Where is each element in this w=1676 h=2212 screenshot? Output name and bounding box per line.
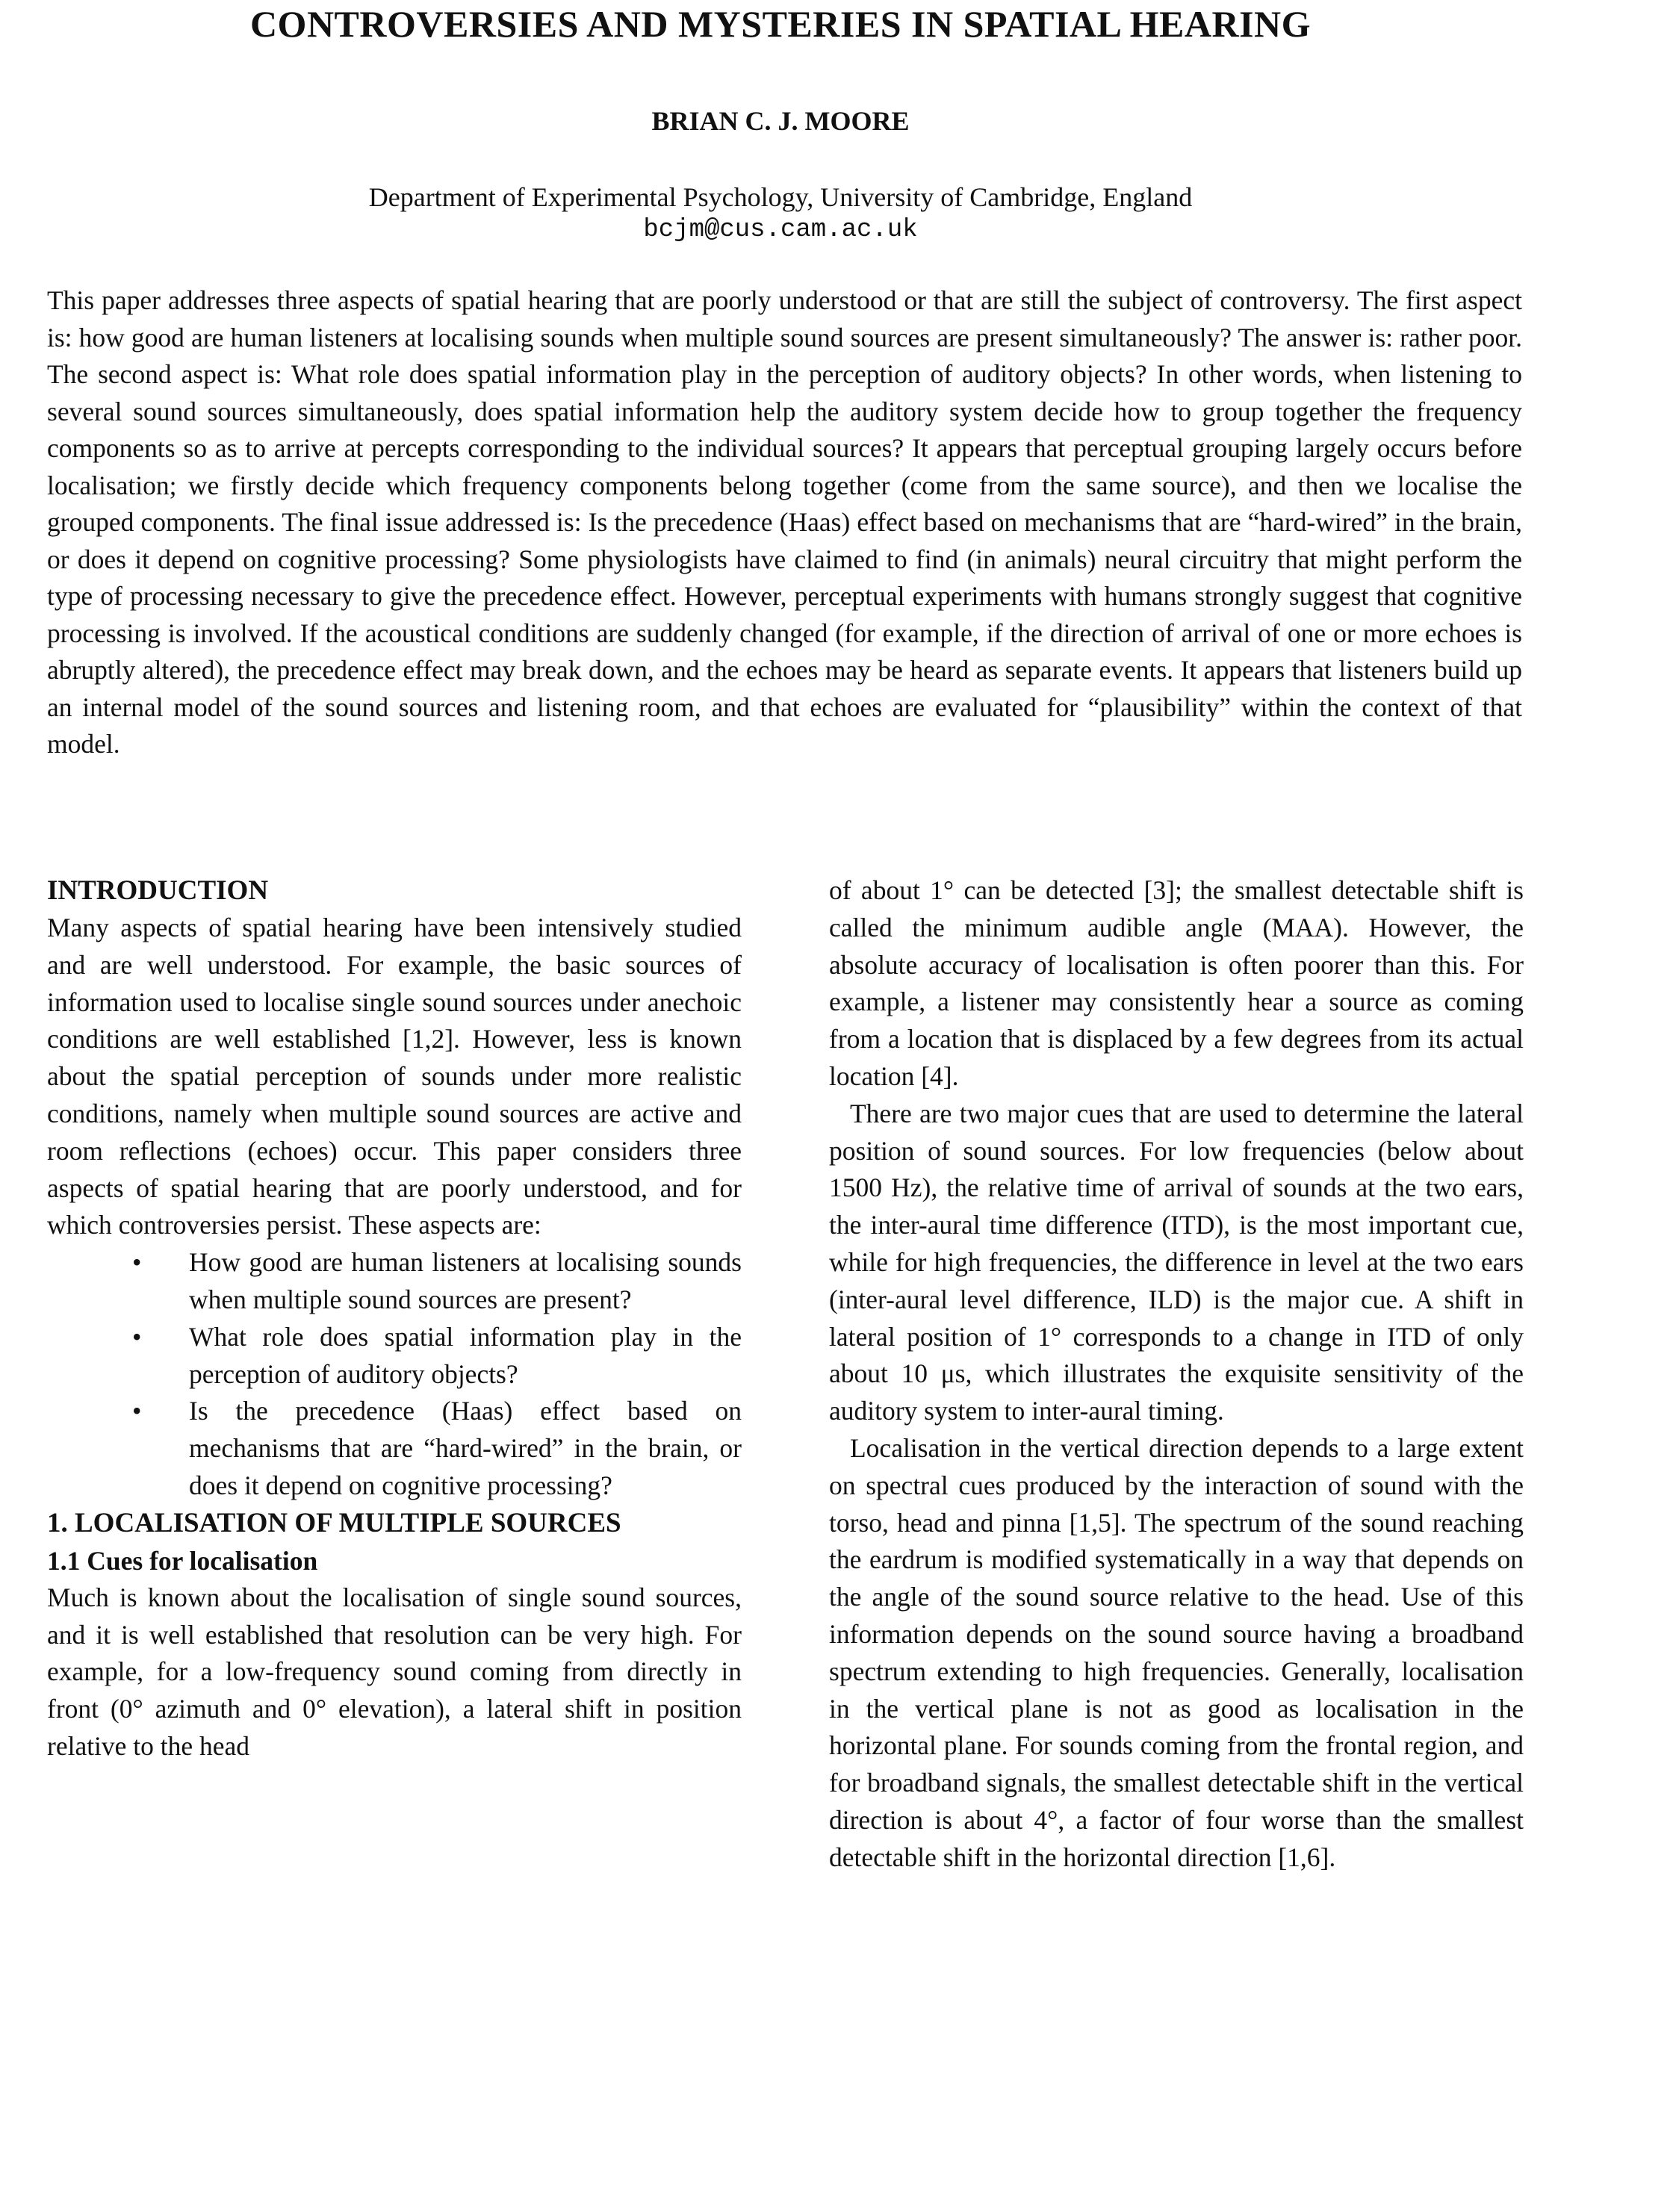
author-name: BRIAN C. J. MOORE: [651, 106, 910, 136]
subsection-1-1-heading: 1.1 Cues for localisation: [47, 1545, 318, 1576]
maa-paragraph: of about 1° can be detected [3]; the smallest detectable shift is called the minimum audible angle (MAA). However, the absolute accuracy of localisation is often poorer than this. For example, a listener may consistently hear a source as coming from a location that is displaced by a few degrees from its actual location [4].: [829, 875, 1524, 1091]
bullet-icon: •: [132, 1321, 142, 1352]
intro-heading: INTRODUCTION: [47, 875, 269, 906]
left-column: [47, 872, 742, 1765]
list-item-text: Is the precedence (Haas) effect based on mechanisms that are “hard-wired” in the brain, or does it depend on cognitive processing?: [189, 1396, 742, 1500]
bullet-icon: •: [132, 1396, 142, 1426]
list-item: [132, 1319, 742, 1394]
section-1-heading: 1. LOCALISATION OF MULTIPLE SOURCES: [47, 1507, 621, 1538]
list-item-text: How good are human listeners at localising sounds when multiple sound sources are present?: [189, 1247, 742, 1314]
right-column: [829, 872, 1524, 1877]
abstract: This paper addresses three aspects of spatial hearing that are poorly understood or that are still the subject of controversy. The first aspect is: how good are human listeners at localising sounds when multiple sound sources are present simultaneously? The answer is: rather poor. The second aspect is: What role does spatial information play in the perception of auditory objects? In other words, when listening to several sound sources simultaneously, does spatial information help the auditory system decide how to group together the frequency components so as to arrive at percepts corresponding to the individual sources? It appears that perceptual grouping largely occurs before localisation; we firstly decide which frequency components belong together (come from the same source), and then we localise the grouped components. The final issue addressed is: Is the precedence (Haas) effect based on mechanisms that are “hard-wired” in the brain, or does it depend on cognitive processing? Some physiologists have claimed to find (in animals) neural circuitry that might perform the type of processing necessary to give the precedence effect. However, perceptual experiments with humans strongly suggest that cognitive processing is involved. If the acoustical conditions are suddenly changed (for example, if the direction of arrival of one or more echoes is abruptly altered), the precedence effect may break down, and the echoes may be heard as separate events. It appears that listeners build up an internal model of the sound sources and listening room, and that echoes are evaluated for “plausibility” within the context of that model.: [47, 285, 1522, 759]
intro-paragraph: Many aspects of spatial hearing have been intensively studied and are well understood. For example, the basic sources of information used to localise single sound sources under anechoic conditions are well established [1,2]. However, less is known about the spatial perception of sounds under more realistic conditions, namely when multiple sound sources are active and room reflections (echoes) occur. This paper considers three aspects of spatial hearing that are poorly understood, and for which controversies persist. These aspects are:: [47, 913, 742, 1240]
list-item: [132, 1393, 742, 1504]
author-affiliation: Department of Experimental Psychology, University of Cambridge, England: [368, 182, 1193, 212]
lateral-cues-paragraph: There are two major cues that are used to determine the lateral position of sound sources. For low frequencies (below about 1500 Hz), the relative time of arrival of sounds at the two ears, the inter-aural time difference (ITD), is the most important cue, while for high frequencies, the difference in level at the two ears (inter-aural level difference, ILD) is the major cue. A shift in lateral position of 1° corresponds to a change in ITD of only about 10 μs, which illustrates the exquisite sensitivity of the auditory system to inter-aural timing.: [829, 1098, 1524, 1426]
author-email: bcjm@cus.cam.ac.uk: [643, 216, 918, 244]
list-item: [132, 1244, 742, 1319]
section-1-paragraph: Much is known about the localisation of single sound sources, and it is well established that resolution can be very high. For example, for a low-frequency sound coming from directly in front (0° azimuth and 0° elevation), a lateral shift in position relative to the head: [47, 1582, 742, 1761]
vertical-localisation-paragraph: Localisation in the vertical direction depends to a large extent on spectral cues produced by the interaction of sound with the torso, head and pinna [1,5]. The spectrum of the sound reaching the eardrum is modified systematically in a way that depends on the angle of the sound source relative to the head. Use of this information depends on the sound source having a broadband spectrum extending to high frequencies. Generally, localisation in the vertical plane is not as good as localisation in the horizontal plane. For sounds coming from the frontal region, and for broadband signals, the smallest detectable shift in the vertical direction is about 4°, a factor of four worse than the smallest detectable shift in the horizontal direction [1,6].: [829, 1432, 1524, 1872]
aspects-list: [47, 1244, 742, 1505]
bullet-icon: •: [132, 1247, 142, 1278]
list-item-text: What role does spatial information play in the perception of auditory objects?: [189, 1321, 742, 1389]
paper-title: CONTROVERSIES AND MYSTERIES IN SPATIAL HEARING: [249, 3, 1312, 45]
